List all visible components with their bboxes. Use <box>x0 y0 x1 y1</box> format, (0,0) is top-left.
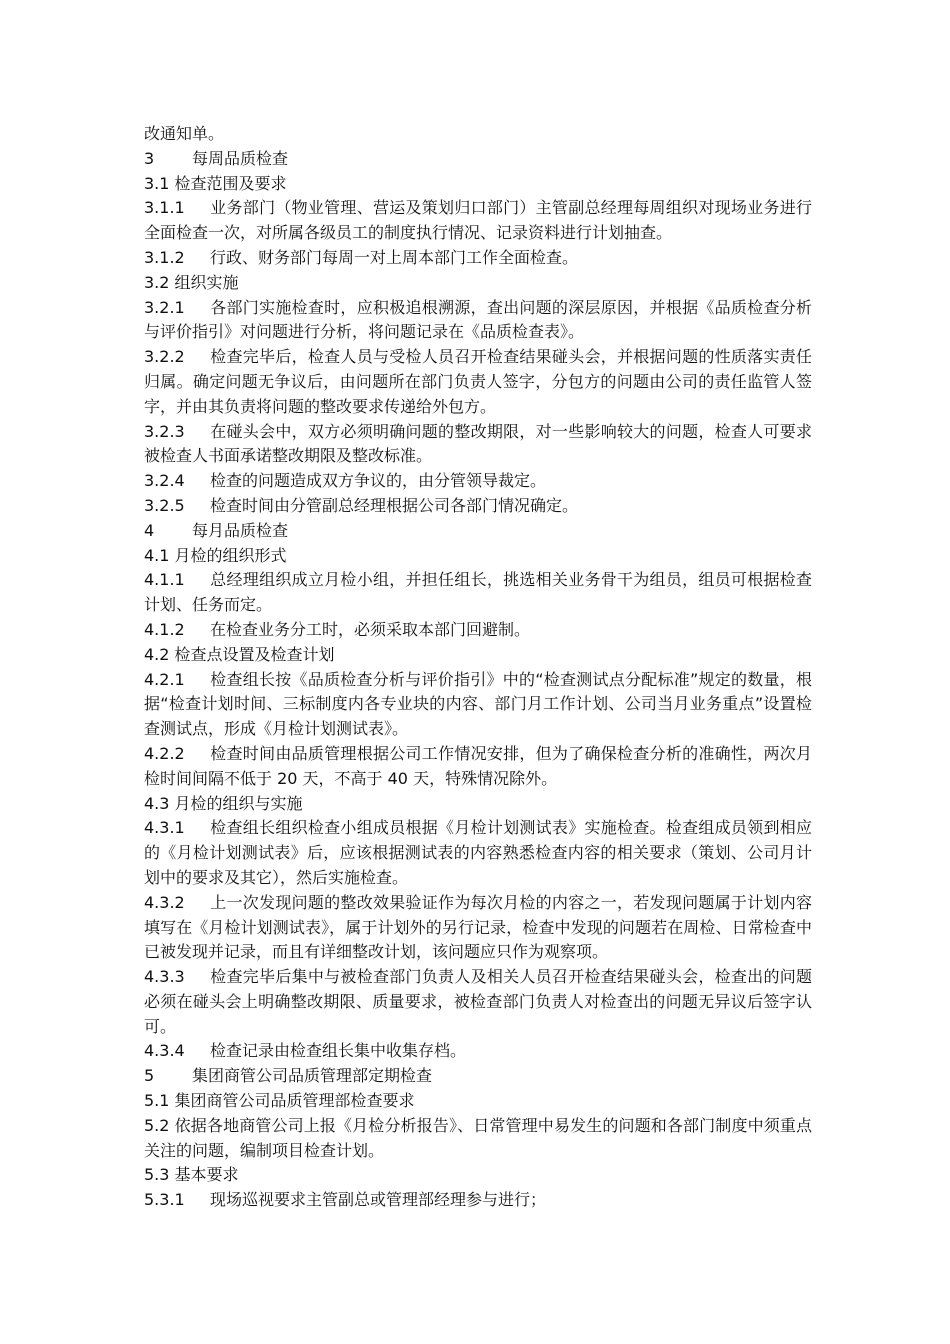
numbered-paragraph <box>144 246 812 271</box>
numbered-paragraph <box>144 668 812 742</box>
section-heading <box>144 1064 812 1089</box>
text-line: 3.1 检查范围及要求 <box>144 173 287 193</box>
paragraph-text: 业务部门（物业管理、营运及策划归口部门）主管副总经理每周组织对现场业务进行全面检查一次，对所属各级员工的制度执行情况、记录资料进行计划抽查。 <box>144 198 812 243</box>
numbered-paragraph <box>144 816 812 890</box>
numbered-paragraph <box>144 965 812 1039</box>
numbered-paragraph <box>144 1188 812 1213</box>
numbered-paragraph <box>144 469 812 494</box>
section-number: 4 <box>144 520 155 540</box>
paragraph-number: 5.3.1 <box>144 1190 185 1210</box>
text-line: 4.1 月检的组织形式 <box>144 545 287 565</box>
paragraph-number: 4.3.1 <box>144 818 185 838</box>
numbered-paragraph <box>144 494 812 519</box>
numbered-paragraph <box>144 568 812 618</box>
numbered-paragraph <box>144 742 812 792</box>
paragraph-text: 在碰头会中，双方必须明确问题的整改期限，对一些影响较大的问题，检查人可要求被检查人书面承诺整改期限及整改标准。 <box>144 421 812 466</box>
paragraph-text: 检查组长组织检查小组成员根据《月检计划测试表》实施检查。检查组成员领到相应的《月检计划测试表》后，应该根据测试表的内容熟悉检查内容的相关要求（策划、公司月计划中的要求及其它），然后实施检查。 <box>144 818 812 887</box>
numbered-paragraph <box>144 296 812 346</box>
numbered-paragraph <box>144 891 812 965</box>
paragraph-text: 行政、财务部门每周一对上周本部门工作全面检查。 <box>210 247 579 267</box>
paragraph-text: 检查时间由品质管理根据公司工作情况安排，但为了确保检查分析的准确性，两次月检时间间隔不低于 20 天，不高于 40 天，特殊情况除外。 <box>144 743 812 788</box>
text-line: 改通知单。 <box>144 124 225 143</box>
paragraph-number: 3.2.5 <box>144 495 185 515</box>
paragraph-text: 检查完毕后集中与被检查部门负责人及相关人员召开检查结果碰头会，检查出的问题必须在碰头会上明确整改期限、质量要求，被检查部门负责人对检查出的问题无异议后签字认可。 <box>144 967 812 1036</box>
paragraph-text: 检查的问题造成双方争议的，由分管领导裁定。 <box>210 471 547 491</box>
paragraph-text: 在检查业务分工时，必须采取本部门回避制。 <box>210 619 531 639</box>
paragraph-number: 4.1.1 <box>144 570 185 590</box>
numbered-paragraph <box>144 1039 812 1064</box>
text-line: 5.3 基本要求 <box>144 1165 239 1185</box>
paragraph-number: 4.3.2 <box>144 892 185 912</box>
paragraph-number: 3.1.2 <box>144 247 185 267</box>
paragraph-text: 总经理组织成立月检小组，并担任组长，挑选相关业务骨干为组员，组员可根据检查计划、任务而定。 <box>144 570 812 615</box>
text-line: 4.2 检查点设置及检查计划 <box>144 644 335 664</box>
paragraph-number: 4.3.4 <box>144 1041 185 1061</box>
section-number: 5 <box>144 1066 155 1086</box>
paragraph-number: 3.2.4 <box>144 471 185 491</box>
paragraph-number: 4.2.1 <box>144 669 185 689</box>
paragraph-text: 检查完毕后，检查人员与受检人员召开检查结果碰头会，并根据问题的性质落实责任归属。确定问题无争议后，由问题所在部门负责人签字，分包方的问题由公司的责任监管人签字，并由其负责将问题的整改要求传递给外包方。 <box>144 347 812 416</box>
text-line: 5.1 集团商管公司品质管理部检查要求 <box>144 1091 415 1111</box>
paragraph-number: 4.1.2 <box>144 619 185 639</box>
text-line: 5.2 依据各地商管公司上报《月检分析报告》、日常管理中易发生的问题和各部门制度中须重点关注的问题，编制项目检查计划。 <box>144 1115 812 1160</box>
numbered-paragraph <box>144 420 812 470</box>
paragraph-text: 各部门实施检查时，应积极追根溯源，查出问题的深层原因，并根据《品质检查分析与评价指引》对问题进行分析，将问题记录在《品质检查表》。 <box>144 297 812 342</box>
section-heading <box>144 147 812 172</box>
section-heading <box>144 519 812 544</box>
paragraph-number: 3.2.3 <box>144 421 185 441</box>
section-title: 每月品质检查 <box>192 520 289 540</box>
paragraph-text: 检查时间由分管副总经理根据公司各部门情况确定。 <box>210 495 579 515</box>
paragraph-number: 3.2.1 <box>144 297 185 317</box>
document-page <box>144 122 812 1213</box>
numbered-paragraph <box>144 345 812 419</box>
text-line: 3.2 组织实施 <box>144 272 239 292</box>
numbered-paragraph <box>144 196 812 246</box>
section-title: 集团商管公司品质管理部定期检查 <box>192 1066 433 1086</box>
numbered-paragraph <box>144 618 812 643</box>
paragraph-number: 4.2.2 <box>144 743 185 763</box>
paragraph-text: 上一次发现问题的整改效果验证作为每次月检的内容之一，若发现问题属于计划内容填写在《月检计划测试表》，属于计划外的另行记录，检查中发现的问题若在周检、日常检查中已被发现并记录，而且有详细整改计划，该问题应只作为观察项。 <box>144 892 812 962</box>
paragraph-number: 3.2.2 <box>144 347 185 367</box>
section-title: 每周品质检查 <box>192 148 289 168</box>
paragraph-text: 检查记录由检查组长集中收集存档。 <box>210 1041 467 1061</box>
paragraph-text: 现场巡视要求主管副总或管理部经理参与进行； <box>210 1190 547 1210</box>
paragraph-number: 3.1.1 <box>144 198 185 218</box>
text-line: 4.3 月检的组织与实施 <box>144 793 303 813</box>
paragraph-number: 4.3.3 <box>144 967 185 987</box>
paragraph-text: 检查组长按《品质检查分析与评价指引》中的“检查测试点分配标准”规定的数量，根据“检查计划时间、三标制度内各专业块的内容、部门月工作计划、公司当月业务重点”设置检查测试点，形成《月检计划测试表》。 <box>144 669 812 739</box>
section-number: 3 <box>144 148 155 168</box>
